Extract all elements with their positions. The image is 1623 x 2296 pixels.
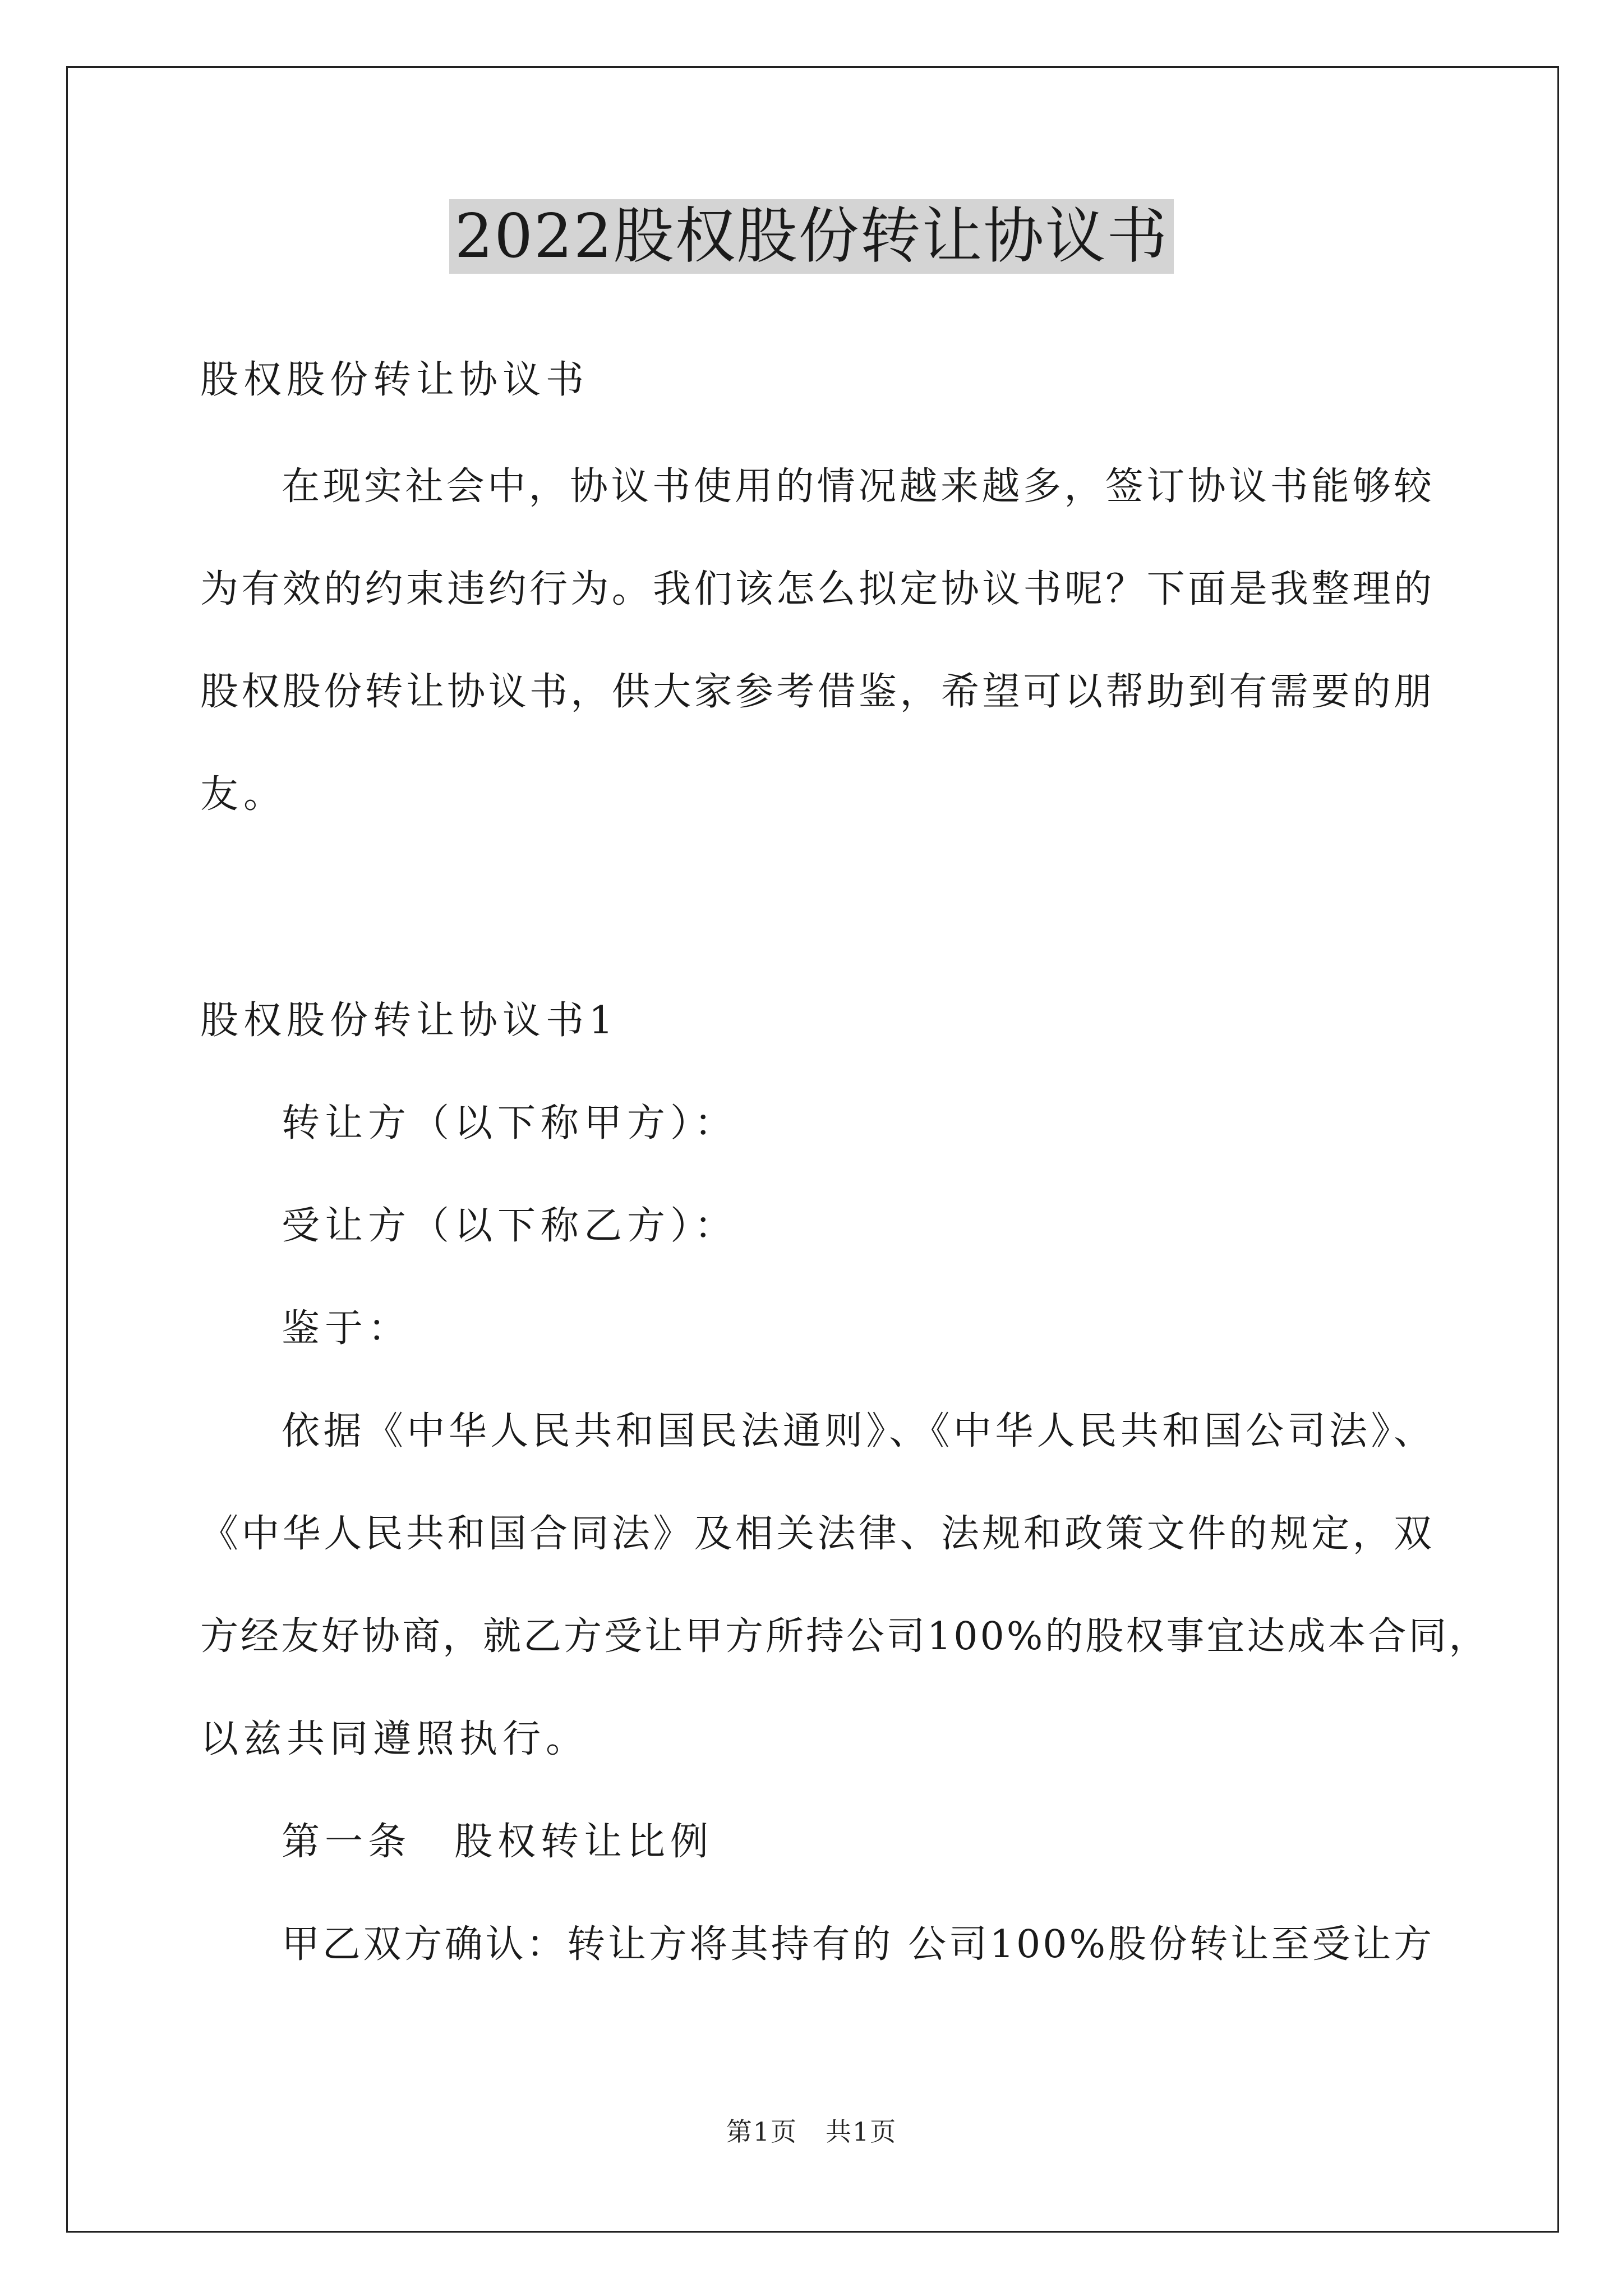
document-title: [0, 197, 1623, 276]
transferee-line: 受让方（以下称乙方）：: [282, 1204, 738, 1248]
whereas-line: 鉴于：: [282, 1306, 412, 1351]
document-title-text: 2022股权股份转让协议书: [449, 199, 1174, 274]
basis-line-1: 依据《中华人民共和国民法通则》、《中华人民共和国公司法》、: [282, 1409, 1434, 1453]
article-1-title: 第一条 股权转让比例: [282, 1820, 714, 1864]
document-subtitle: 股权股份转让协议书: [200, 358, 589, 402]
intro-line-2: 为有效的约束违约行为。我们该怎么拟定协议书呢？下面是我整理的: [200, 567, 1434, 611]
basis-line-3: 方经友好协商，就乙方受让甲方所持公司100%的股权事宜达成本合同，: [200, 1614, 1490, 1659]
intro-line-3: 股权股份转让协议书，供大家参考借鉴，希望可以帮助到有需要的朋: [200, 670, 1434, 714]
section-heading: 股权股份转让协议书1: [200, 999, 619, 1043]
page-total: 共1页: [826, 2116, 897, 2147]
article-1-text: 甲乙双方确认：转让方将其持有的 公司100%股份转让至受让方: [282, 1922, 1434, 1967]
intro-line-4: 友。: [200, 772, 287, 817]
intro-line-1: 在现实社会中，协议书使用的情况越来越多，签订协议书能够较: [282, 464, 1434, 509]
page-footer: [0, 2115, 1623, 2148]
page-number: 第1页: [726, 2116, 797, 2147]
basis-line-2: 《中华人民共和国合同法》及相关法律、法规和政策文件的规定，双: [200, 1512, 1434, 1556]
transferor-line: 转让方（以下称甲方）：: [282, 1101, 738, 1145]
basis-line-4: 以兹共同遵照执行。: [200, 1717, 589, 1761]
